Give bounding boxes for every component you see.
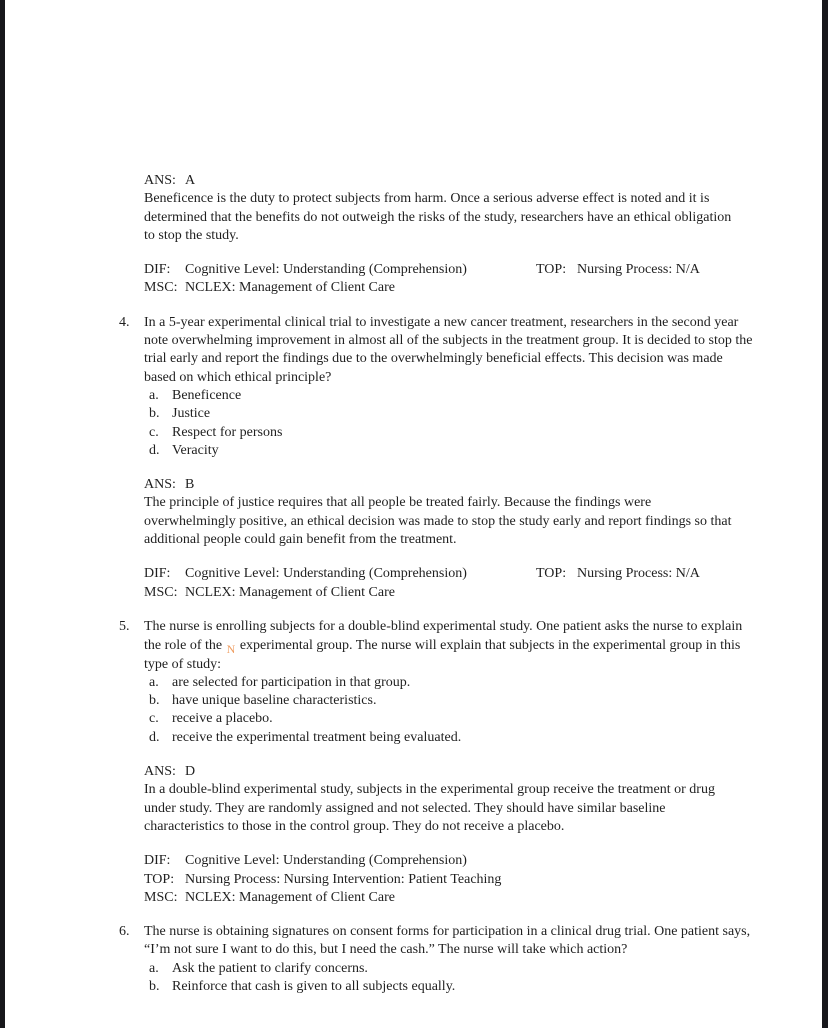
option-letter: a. <box>149 960 159 976</box>
question-6 <box>119 923 769 996</box>
question-4 <box>119 314 769 460</box>
option-d <box>149 729 769 747</box>
answer-meta <box>144 565 769 602</box>
dif-top-row <box>144 565 769 583</box>
option-text: have unique baseline characteristics. <box>172 693 377 709</box>
option-text: Respect for persons <box>172 424 283 440</box>
option-letter: b. <box>149 978 160 994</box>
answer-line <box>144 172 769 190</box>
dif-top-row <box>144 261 769 279</box>
dif-entry <box>144 852 467 870</box>
comment-annotation-marker[interactable]: N <box>226 642 236 657</box>
msc-label: MSC: <box>144 280 178 296</box>
msc-row <box>144 279 769 297</box>
option-text: Ask the patient to clarify concerns. <box>172 960 368 976</box>
msc-row <box>144 584 769 602</box>
page-edge-right <box>822 0 828 1028</box>
ans-label: ANS: <box>144 764 176 780</box>
option-text: receive the experimental treatment being evaluated. <box>172 729 462 745</box>
question-text <box>144 618 758 674</box>
option-b <box>149 978 769 996</box>
ans-label: ANS: <box>144 173 176 188</box>
top-entry <box>536 565 700 583</box>
option-letter: c. <box>149 711 159 727</box>
question-text-before: The nurse is enrolling subjects for a double-blind experimental study. One patient asks the nurse to explain the role of the <box>144 618 743 654</box>
answer-meta <box>144 852 769 907</box>
option-d <box>149 442 769 460</box>
question-number: 4. <box>119 314 130 330</box>
question-body <box>144 923 769 996</box>
top-entry <box>144 871 501 889</box>
top-text: Nursing Process: Nursing Intervention: Patient Teaching <box>185 871 502 887</box>
option-text: receive a placebo. <box>172 711 273 727</box>
option-letter: b. <box>149 693 160 709</box>
option-letter: a. <box>149 387 159 403</box>
option-letter: d. <box>149 442 160 458</box>
answer-rationale: The principle of justice requires that all people be treated fairly. Because the findings were overwhelmingly positive, an ethical decision was made to stop the study early and report findings so that additional people could gain benefit from the treatment. <box>144 495 732 548</box>
option-letter: d. <box>149 729 160 745</box>
options-list <box>149 960 769 997</box>
answer-rationale: Beneficence is the duty to protect subjects from harm. Once a serious adverse effect is noted and it is determined that the benefits do not outweigh the risks of the study, researchers have an ethical obligation to stop the study. <box>144 191 732 243</box>
dif-entry <box>144 261 536 279</box>
msc-text: NCLEX: Management of Client Care <box>185 280 395 296</box>
msc-label: MSC: <box>144 584 178 600</box>
option-text: Veracity <box>172 442 219 458</box>
options-list <box>149 674 769 747</box>
options-list <box>149 387 769 460</box>
option-letter: c. <box>149 424 159 440</box>
answer-block-4 <box>144 476 769 602</box>
ans-value: B <box>185 477 195 493</box>
option-text: Beneficence <box>172 387 242 403</box>
option-c <box>149 424 769 442</box>
option-b <box>149 405 769 423</box>
dif-label: DIF: <box>144 566 171 582</box>
msc-entry <box>144 889 395 907</box>
option-text: are selected for participation in that group. <box>172 674 411 690</box>
page-edge-left <box>0 0 5 1028</box>
dif-text: Cognitive Level: Understanding (Comprehension) <box>185 853 467 869</box>
question-body <box>144 618 769 747</box>
question-number: 5. <box>119 618 130 634</box>
question-body <box>144 314 769 460</box>
ans-label: ANS: <box>144 477 176 493</box>
answer-line <box>144 476 769 494</box>
option-a <box>149 387 769 405</box>
msc-entry <box>144 279 395 297</box>
option-a <box>149 960 769 978</box>
option-text: Justice <box>172 406 211 422</box>
option-letter: b. <box>149 406 160 422</box>
dif-entry <box>144 565 536 583</box>
answer-block-5 <box>144 763 769 907</box>
answer-meta <box>144 261 769 298</box>
option-letter: a. <box>149 674 159 690</box>
top-text: Nursing Process: N/A <box>577 566 700 582</box>
msc-text: NCLEX: Management of Client Care <box>185 889 395 905</box>
ans-value: A <box>185 173 196 188</box>
dif-text: Cognitive Level: Understanding (Comprehension) <box>185 262 467 278</box>
top-label: TOP: <box>144 871 175 887</box>
top-label: TOP: <box>536 262 567 278</box>
question-5 <box>119 618 769 747</box>
option-text: Reinforce that cash is given to all subjects equally. <box>172 978 456 994</box>
dif-label: DIF: <box>144 853 171 869</box>
top-label: TOP: <box>536 566 567 582</box>
ans-value: D <box>185 764 196 780</box>
option-c <box>149 710 769 728</box>
dif-text: Cognitive Level: Understanding (Comprehension) <box>185 566 467 582</box>
msc-row <box>144 889 769 907</box>
top-text: Nursing Process: N/A <box>577 262 700 278</box>
question-text: In a 5-year experimental clinical trial to investigate a new cancer treatment, researchers in the second year note overwhelming improvement in almost all of the subjects in the treatment group. It is decided to stop the trial early and report the findings due to the overwhelmingly beneficial effects. This decision was made based on which ethical principle? <box>144 314 753 385</box>
answer-rationale: In a double-blind experimental study, subjects in the experimental group receive the treatment or drug under study. They are randomly assigned and not selected. They should have similar baseline characteristics to those in the control group. They do not receive a placebo. <box>144 782 715 834</box>
question-text: The nurse is obtaining signatures on consent forms for participation in a clinical drug trial. One patient says, “I’m not sure I want to do this, but I need the cash.” The nurse will take which action? <box>144 924 751 958</box>
answer-line <box>144 763 769 781</box>
option-b <box>149 692 769 710</box>
dif-label: DIF: <box>144 262 171 278</box>
document-page <box>119 172 769 1012</box>
msc-entry <box>144 584 395 602</box>
top-entry <box>536 261 700 279</box>
option-a <box>149 674 769 692</box>
answer-block-3 <box>144 172 769 298</box>
dif-row <box>144 852 769 870</box>
question-number: 6. <box>119 924 130 940</box>
msc-text: NCLEX: Management of Client Care <box>185 584 395 600</box>
question-text-after: experimental group. The nurse will explain that subjects in the experimental group in this type of study: <box>144 638 741 672</box>
msc-label: MSC: <box>144 889 178 905</box>
top-row <box>144 871 769 889</box>
